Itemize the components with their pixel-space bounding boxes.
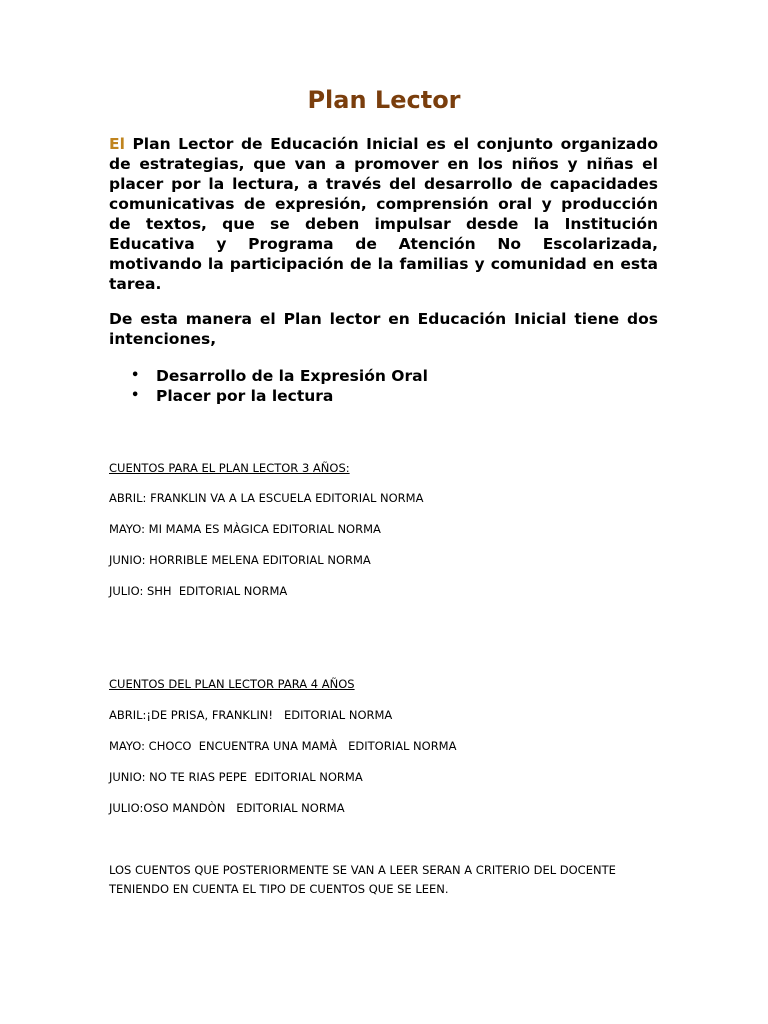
list-item bbox=[109, 386, 658, 406]
lead-paragraph: De esta manera el Plan lector en Educación Inicial tiene dos intenciones, bbox=[109, 310, 658, 348]
bullet-icon: • bbox=[131, 368, 140, 383]
section-4-heading: CUENTOS DEL PLAN LECTOR PARA 4 AÑOS bbox=[109, 677, 355, 691]
list-item-text: Placer por la lectura bbox=[156, 387, 334, 405]
list-item-text: Desarrollo de la Expresión Oral bbox=[156, 367, 428, 385]
closing-note: LOS CUENTOS QUE POSTERIORMENTE SE VAN A LEER SERAN A CRITERIO DEL DOCENTE TENIENDO EN CUENTA EL TIPO DE CUENTOS QUE SE LEEN. bbox=[109, 863, 616, 896]
section-4-item-2: MAYO: CHOCO ENCUENTRA UNA MAMÀ EDITORIAL NORMA bbox=[109, 739, 457, 753]
section-4-item-1: ABRIL:¡DE PRISA, FRANKLIN! EDITORIAL NORMA bbox=[109, 708, 393, 722]
section-3-item-1: ABRIL: FRANKLIN VA A LA ESCUELA EDITORIAL NORMA bbox=[109, 491, 424, 505]
intro-text: Plan Lector de Educación Inicial es el conjunto organizado de estrategias, que van a promover en los niños y niñas el placer por la lectura, a través del desarrollo de capacidades comunicativas de expresión, comprensión oral y producción de textos, que se deben impulsar desde la Institución Educativa y Programa de Atención No Escolarizada, motivando la participación de la familias y comunidad en esta tarea. bbox=[109, 135, 658, 293]
intentions-list bbox=[109, 366, 658, 406]
section-3-item-2: MAYO: MI MAMA ES MÀGICA EDITORIAL NORMA bbox=[109, 522, 381, 536]
page-title: Plan Lector bbox=[307, 86, 461, 114]
section-3-heading: CUENTOS PARA EL PLAN LECTOR 3 AÑOS: bbox=[109, 461, 350, 475]
list-item bbox=[109, 366, 658, 386]
section-3-item-4: JULIO: SHH EDITORIAL NORMA bbox=[109, 584, 288, 598]
section-4-item-4: JULIO:OSO MANDÒN EDITORIAL NORMA bbox=[109, 801, 345, 815]
section-3-item-3: JUNIO: HORRIBLE MELENA EDITORIAL NORMA bbox=[109, 553, 371, 567]
intro-first-word: El bbox=[109, 135, 125, 153]
bullet-icon: • bbox=[131, 388, 140, 403]
intro-paragraph bbox=[109, 134, 658, 294]
section-4-item-3: JUNIO: NO TE RIAS PEPE EDITORIAL NORMA bbox=[109, 770, 363, 784]
